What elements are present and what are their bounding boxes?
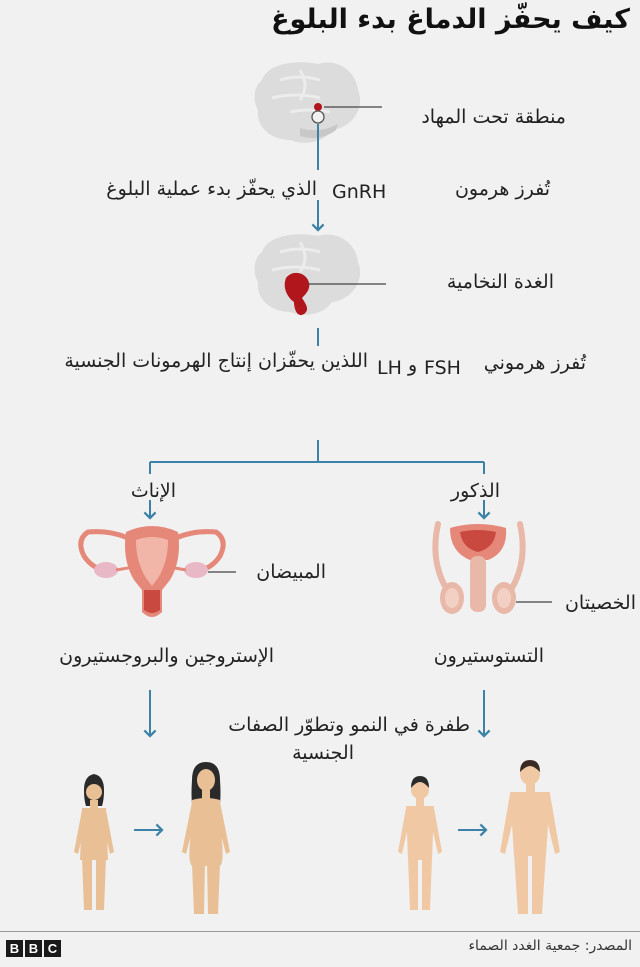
fsh-suffix-text: اللذين يحفّزان إنتاج الهرمونات الجنسية xyxy=(64,350,368,372)
bbc-logo xyxy=(6,940,61,957)
bbc-logo-letter: B xyxy=(6,940,23,957)
hypothalamus-marker xyxy=(314,103,322,111)
bbc-logo-letter: C xyxy=(44,940,61,957)
girl-figure xyxy=(74,774,114,910)
ovaries-label: المبيضان xyxy=(256,561,326,583)
and-text: و xyxy=(408,354,418,376)
males-label: الذكور xyxy=(450,480,500,502)
bbc-logo-letter: B xyxy=(25,940,42,957)
pituitary-label: الغدة النخامية xyxy=(446,271,554,293)
females-label: الإناث xyxy=(130,480,176,502)
male-hormones-label: التستوستيرون xyxy=(433,645,544,667)
boy-figure xyxy=(398,776,442,910)
woman-figure xyxy=(182,762,230,914)
source-credit: المصدر: جمعية الغدد الصماء xyxy=(468,938,632,954)
male-reproductive-icon xyxy=(435,524,522,614)
lh-name-text: LH xyxy=(377,357,402,379)
brain-middle-icon xyxy=(255,234,361,314)
testes-label: الخصيتان xyxy=(564,592,636,614)
fsh-prefix-text: تُفرز هرموني xyxy=(483,352,586,374)
growth-label-line2: الجنسية xyxy=(292,742,354,764)
gnrh-suffix-text: الذي يحفّز بدء عملية البلوغ xyxy=(106,178,317,200)
man-figure xyxy=(500,760,560,914)
female-hormones-label: الإستروجين والبروجستيرون xyxy=(59,645,274,667)
hypothalamus-pointer xyxy=(312,111,324,123)
growth-label-line1: طفرة في النمو وتطوّر الصفات xyxy=(228,714,470,736)
hypothalamus-label: منطقة تحت المهاد xyxy=(421,106,566,128)
fsh-name-text: FSH xyxy=(424,357,461,379)
brain-top-icon xyxy=(255,62,361,142)
uterus-ovaries-icon xyxy=(81,526,223,617)
gnrh-prefix-text: تُفرز هرمون xyxy=(454,178,550,200)
page-title: كيف يحفّز الدماغ بدء البلوغ xyxy=(271,4,630,35)
gnrh-name-text: GnRH xyxy=(332,181,387,203)
footer-divider xyxy=(0,931,640,932)
